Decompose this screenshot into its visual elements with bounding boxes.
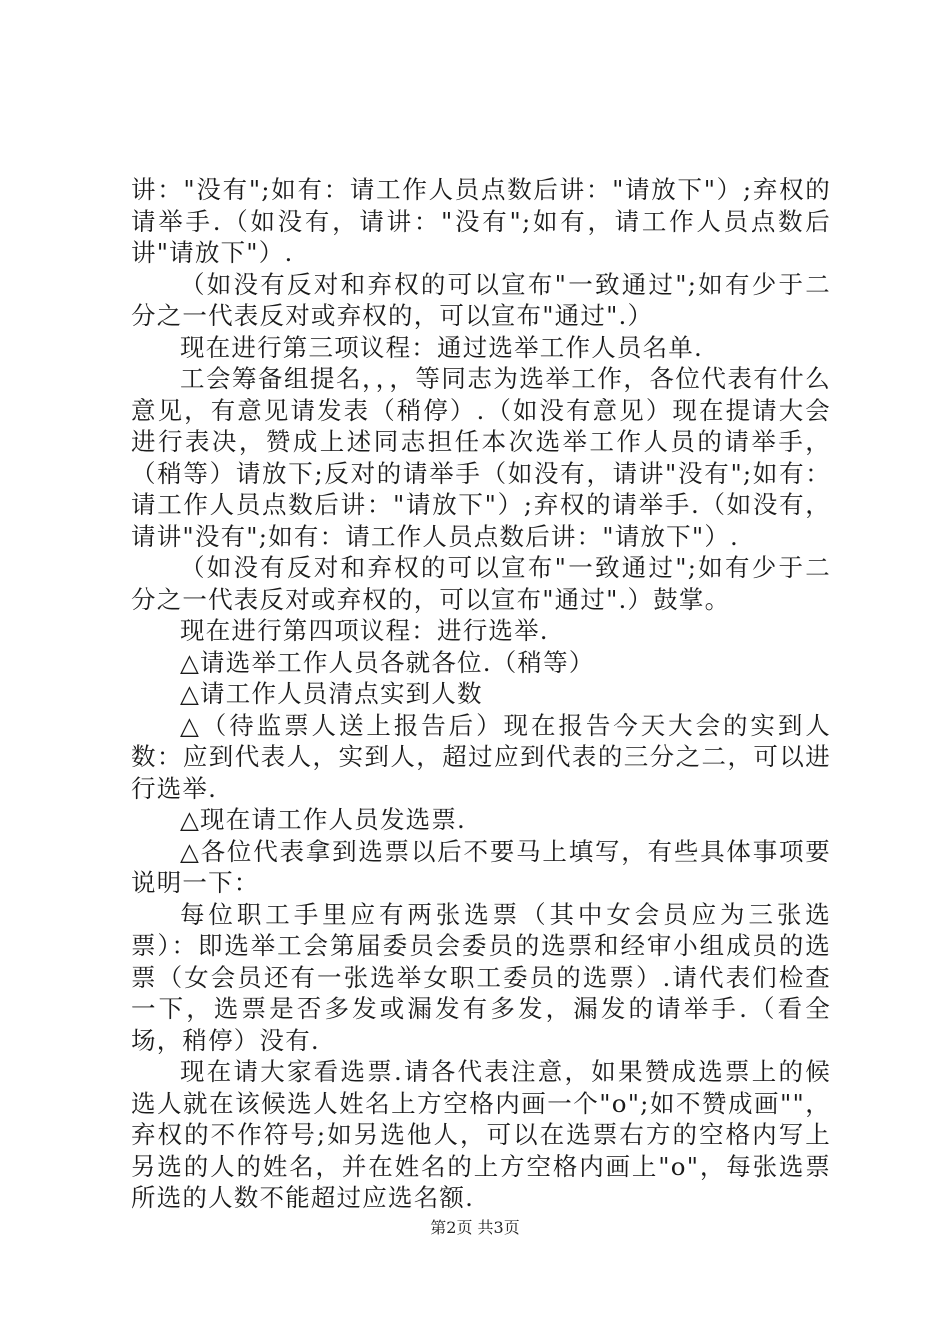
paragraph-13: 现在请大家看选票.请各代表注意，如果赞成选票上的候选人就在该候选人姓名上方空格内画一个"o";如不赞成画""，弃权的不作符号;如另选他人，可以在选票右方的空格内写上另选的人的姓名，并在姓名的上方空格内画上"o"，每张选票所选的人数不能超过应选名额.	[131, 1057, 831, 1212]
paragraph-7: △请选举工作人员各就各位.（稍等）	[180, 647, 595, 677]
paragraph-6: 现在进行第四项议程：进行选举.	[180, 616, 549, 645]
paragraph-10: △现在请工作人员发选票.	[180, 805, 467, 834]
paragraph-4: 工会筹备组提名，，，等同志为选举工作，各位代表有什么意见，有意见请发表（稍停）.（如没有意见）现在提请大会进行表决，赞成上述同志担任本次选举工作人员的请举手，（稍等）请放下;反对的请举手（如没有，请讲"没有";如有：请工作人员点数后讲："请放下"）;弃权的请举手.（如没有，请讲"没有";如有：请工作人员点数后讲："请放下"）.	[131, 364, 831, 551]
paragraph-2: （如没有反对和弃权的可以宣布"一致通过";如有少于二分之一代表反对或弃权的，可以宣布"通过".）	[131, 269, 831, 330]
paragraph-11: △各位代表拿到选票以后不要马上填写，有些具体事项要说明一下：	[131, 836, 831, 897]
paragraph-8: △请工作人员清点实到人数	[180, 679, 483, 708]
page-number-label: 第2页 共3页	[430, 1218, 520, 1237]
paragraph-9: △（待监票人送上报告后）现在报告今天大会的实到人数：应到代表人，实到人，超过应到代表的三分之二，可以进行选举.	[131, 710, 831, 803]
paragraph-12: 每位职工手里应有两张选票（其中女会员应为三张选票）：即选举工会第届委员会委员的选票和经审小组成员的选票（女会员还有一张选举女职工委员的选票）.请代表们检查一下，选票是否多发或漏发有多发，漏发的请举手.（看全场，稍停）没有.	[131, 899, 831, 1055]
paragraph-1: 讲："没有";如有：请工作人员点数后讲："请放下"）;弃权的请举手.（如没有，请讲："没有";如有，请工作人员点数后讲"请放下"）.	[131, 175, 831, 267]
paragraph-5: （如没有反对和弃权的可以宣布"一致通过";如有少于二分之一代表反对或弃权的，可以宣布"通过".）鼓掌。	[131, 553, 831, 614]
paragraph-3: 现在进行第三项议程：通过选举工作人员名单.	[180, 332, 703, 362]
page-footer	[0, 1218, 950, 1238]
document-body	[131, 174, 831, 1214]
